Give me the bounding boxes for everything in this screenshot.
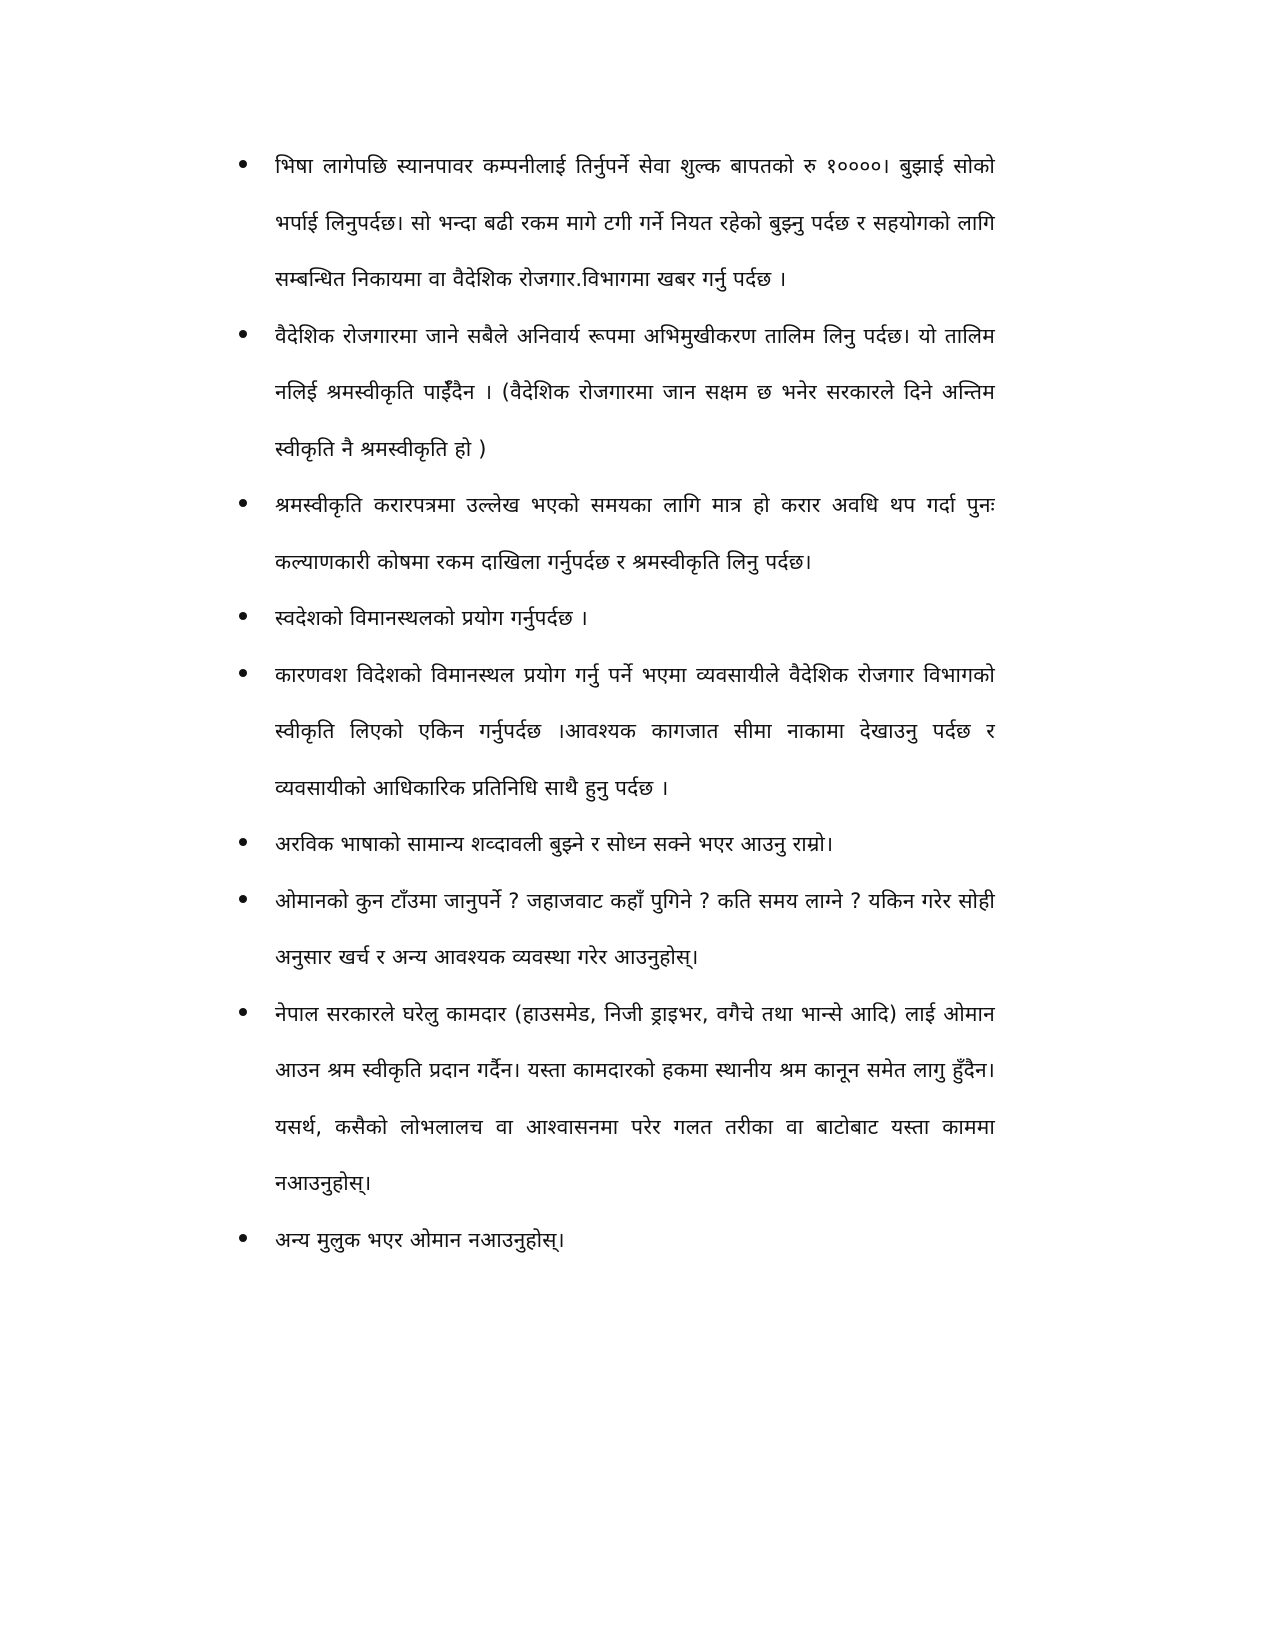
- bullet-list: [235, 138, 995, 1268]
- list-item-text: अरविक भाषाको सामान्य शव्दावली बुझ्ने र सोध्न सक्ने भएर आउनु राम्रो।: [275, 832, 834, 856]
- list-item-text: अन्य मुलुक भएर ओमान नआउनुहोस्।: [275, 1227, 565, 1252]
- bullet-icon: [239, 838, 247, 846]
- list-item-text: स्वदेशको विमानस्थलको प्रयोग गर्नुपर्दछ ।: [275, 606, 588, 630]
- bullet-icon: [239, 499, 247, 507]
- list-item: [235, 477, 995, 590]
- bullet-icon: [239, 1234, 247, 1242]
- bullet-icon: [239, 1008, 247, 1016]
- list-item-text: भिषा लागेपछि स्यानपावर कम्पनीलाई तिर्नुपर्ने सेवा शुल्क बापतको रु १००००। बुझाई सोको भर्पाई लिनुपर्दछ। सो भन्दा बढी रकम मागे टगी गर्ने नियत रहेको बुझ्नु पर्दछ र सहयोगको लागि सम्बन्धित निकायमा वा वैदेशिक रोजगार.विभागमा खबर गर्नु पर्दछ ।: [275, 154, 995, 291]
- list-item: [235, 138, 995, 308]
- list-item: [235, 1212, 995, 1269]
- bullet-icon: [239, 669, 247, 677]
- list-item: [235, 647, 995, 817]
- bullet-icon: [239, 160, 247, 168]
- list-item: [235, 816, 995, 873]
- list-item-text: कारणवश विदेशको विमानस्थल प्रयोग गर्नु पर्ने भएमा व्यवसायीले वैदेशिक रोजगार विभागको स्वीकृति लिएको एकिन गर्नुपर्दछ ।आवश्यक कागजात सीमा नाकामा देखाउनु पर्दछ र व्यवसायीको आधिकारिक प्रतिनिधि साथै हुनु पर्दछ ।: [275, 662, 995, 800]
- list-item: [235, 308, 995, 478]
- list-item-text: नेपाल सरकारले घरेलु कामदार (हाउसमेड, निजी ड्राइभर, वगैचे तथा भान्से आदि) लाई ओमान आउन श्रम स्वीकृति प्रदान गर्दैन। यस्ता कामदारको हकमा स्थानीय श्रम कानून समेत लागु हुँदैन। यसर्थ, कसैको लोभलालच वा आश्वासनमा परेर गलत तरीका वा बाटोबाट यस्ता काममा नआउनुहोस्।: [275, 1001, 995, 1195]
- list-item-text: वैदेशिक रोजगारमा जाने सबैले अनिवार्य रूपमा अभिमुखीकरण तालिम लिनु पर्दछ। यो तालिम नलिई श्रमस्वीकृति पाईँदैन । (वैदेशिक रोजगारमा जान सक्षम छ भनेर सरकारले दिने अन्तिम स्वीकृति नै श्रमस्वीकृति हो ): [275, 323, 995, 461]
- list-item-text: ओमानको कुन टाँउमा जानुपर्ने ? जहाजवाट कहाँ पुगिने ? कति समय लाग्ने ? यकिन गरेर सोही अनुसार खर्च र अन्य आवश्यक व्यवस्था गरेर आउनुहोस्।: [275, 888, 995, 969]
- bullet-icon: [239, 895, 247, 903]
- bullet-icon: [239, 612, 247, 620]
- list-item: [235, 986, 995, 1212]
- list-item: [235, 873, 995, 986]
- bullet-icon: [239, 330, 247, 338]
- list-item-text: श्रमस्वीकृति करारपत्रमा उल्लेख भएको समयका लागि मात्र हो करार अवधि थप गर्दा पुनः कल्याणकारी कोषमा रकम दाखिला गर्नुपर्दछ र श्रमस्वीकृति लिनु पर्दछ।: [275, 493, 995, 574]
- list-item: [235, 590, 995, 647]
